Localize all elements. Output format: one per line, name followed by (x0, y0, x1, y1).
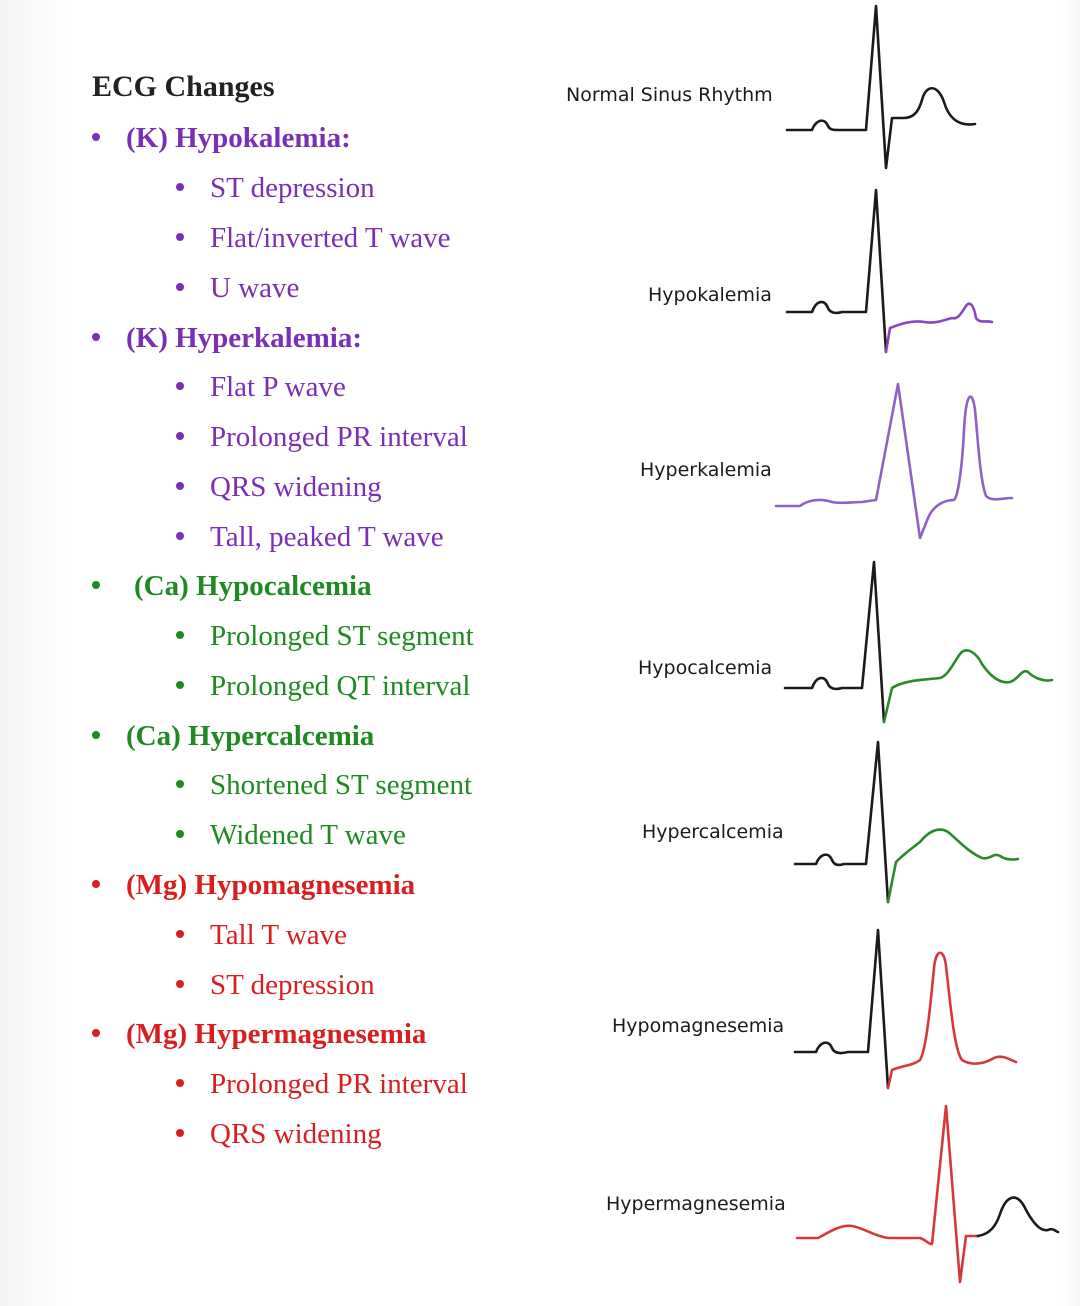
item-text: ST depression (210, 172, 375, 204)
ecg-label-hypercalcemia: Hypercalcemia (642, 821, 784, 843)
ecg-trace-hypermagnesemia-changes (797, 1106, 978, 1282)
ecg-label-hypermagnesemia: Hypermagnesemia (606, 1193, 786, 1215)
ecg-trace-hypercalcemia-changes (888, 830, 1018, 902)
item-text: QRS widening (210, 471, 382, 503)
item-text: Prolonged ST segment (210, 620, 474, 652)
item-text: Prolonged PR interval (210, 421, 468, 453)
item-text: Tall, peaked T wave (210, 521, 444, 553)
item-text: Shortened ST segment (210, 769, 473, 801)
ecg-label-hyperkalemia: Hyperkalemia (640, 459, 772, 481)
ecg-label-hypokalemia: Hypokalemia (648, 284, 772, 306)
item-text: Flat P wave (210, 371, 346, 403)
heading-text: (K) Hypokalemia: (126, 122, 351, 154)
ecg-trace-hypomagnesemia-baseline (795, 930, 888, 1088)
ecg-label-hypocalcemia: Hypocalcemia (638, 657, 773, 679)
heading-text: (Mg) Hypomagnesemia (126, 869, 416, 901)
ecg-trace-hypomagnesemia-changes (888, 953, 1016, 1088)
heading-text: (Ca) Hypocalcemia (134, 570, 372, 602)
heading-text: (K) Hyperkalemia: (126, 322, 362, 354)
heading-text: (Ca) Hypercalcemia (126, 720, 375, 752)
ecg-trace-hypocalcemia-baseline (785, 562, 884, 722)
item-text: U wave (210, 272, 300, 304)
ecg-label-normal-sinus-rhythm: Normal Sinus Rhythm (566, 84, 773, 106)
ecg-trace-hypokalemia-baseline (787, 190, 886, 352)
ecg-trace-hyperkalemia (776, 384, 1012, 538)
item-text: Tall T wave (210, 919, 348, 951)
ecg-trace-hypokalemia-changes (886, 304, 992, 352)
item-text: QRS widening (210, 1118, 382, 1150)
ecg-trace-hypermagnesemia-baseline (978, 1198, 1058, 1236)
ecg-label-hypomagnesemia: Hypomagnesemia (612, 1015, 785, 1037)
ecg-trace-hypercalcemia-baseline (795, 742, 888, 902)
item-text: Prolonged QT interval (210, 670, 471, 702)
ecg-trace-hypocalcemia-changes (884, 650, 1052, 722)
heading-text: (Mg) Hypermagnesemia (126, 1018, 427, 1050)
item-text: Flat/inverted T wave (210, 222, 451, 254)
page-title: ECG Changes (92, 70, 275, 103)
ecg-trace-normal-sinus-rhythm (787, 6, 975, 168)
item-text: ST depression (210, 969, 375, 1001)
item-text: Widened T wave (210, 819, 406, 851)
item-text: Prolonged PR interval (210, 1068, 468, 1100)
